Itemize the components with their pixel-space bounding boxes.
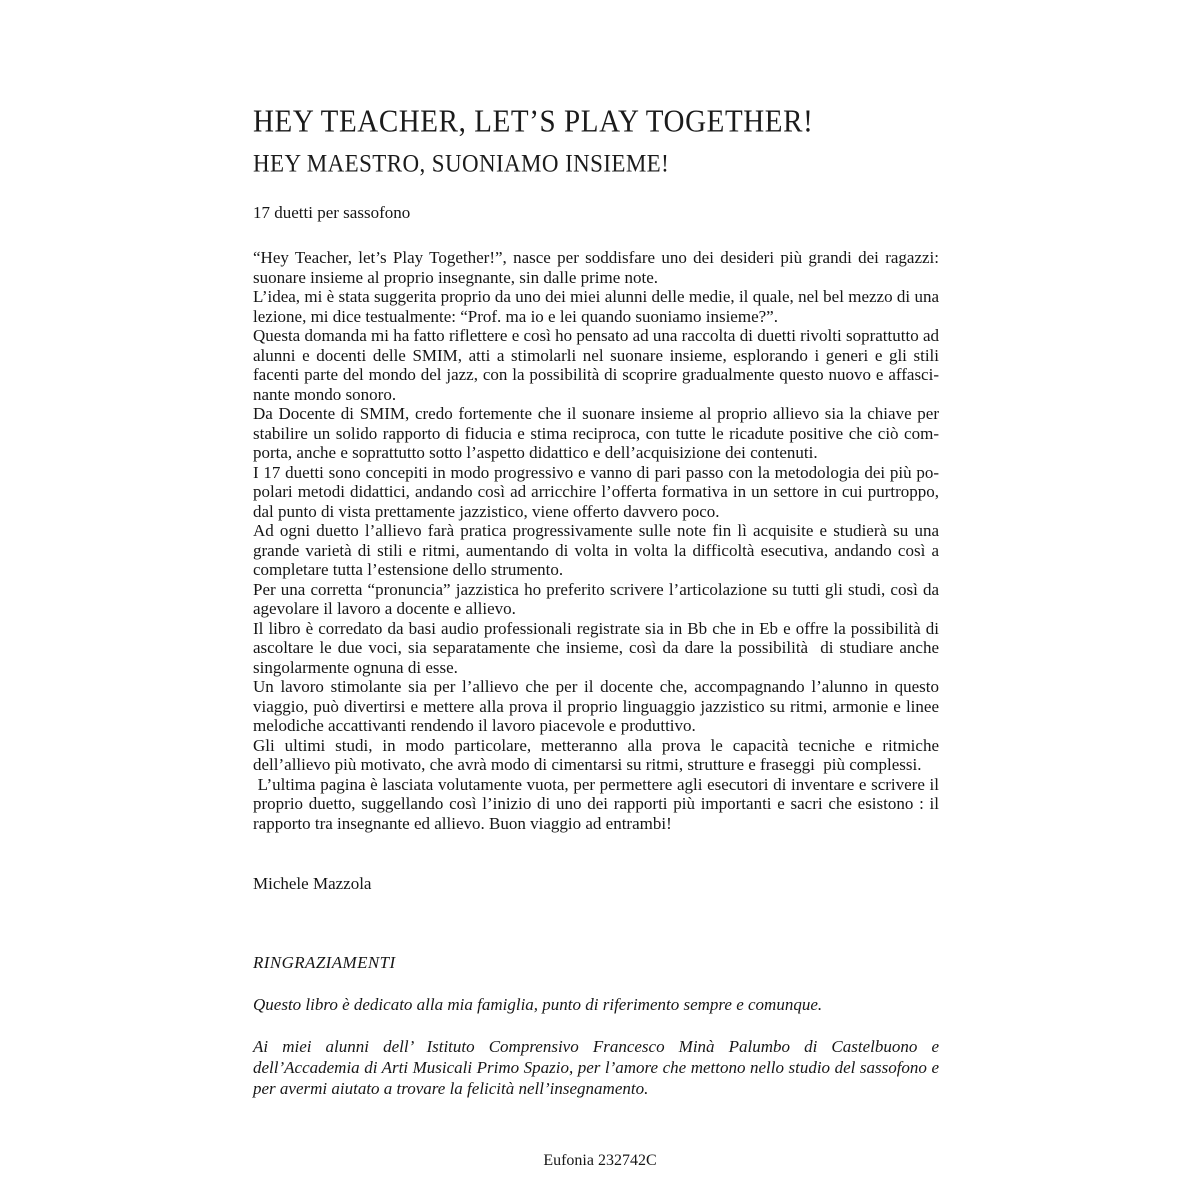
page-subtitle: HEY MAESTRO, SUONIAMO INSIEME! [253,149,670,177]
intro-paragraph: Ad ogni duetto l’allievo farà pratica progressivamente sulle note fin lì acquisite e studierà su una grande varietà di stili e ritmi, aumentando di volta in volta la difficoltà esecutiva, andando così a completare tutta l’estensione dello strumento. [253,521,939,579]
publisher-footer: Eufonia 232742C [543,1152,657,1169]
intro-paragraph: Da Docente di SMIM, credo fortemente che il suonare insieme al proprio allievo sia la chiave per stabilire un solido rapporto di fiducia e stima reciproca, con tutte le ricadute positive che ciò com-porta, anche e soprattutto sotto l’aspetto didattico e dell’acquisizione dei contenuti. [253,404,939,462]
acknowledgement-paragraph: Ai miei alunni dell’ Istituto Comprensivo Francesco Minà Palumbo di Castelbuono e dell’Accademia di Arti Musicali Primo Spazio, per l’amore che mettono nello studio del sassofono e per avermi aiutato a trovare la felicità nell’insegnamento. [253,1037,939,1098]
page-title: HEY TEACHER, LET’S PLAY TOGETHER! [253,104,814,139]
acknowledgements-heading: RINGRAZIAMENTI [253,953,396,972]
acknowledgements-paragraphs [253,994,939,1099]
collection-label: 17 duetti per sassofono [253,203,411,222]
intro-paragraphs [253,248,939,833]
intro-paragraph: L’ultima pagina è lasciata volutamente vuota, per permettere agli esecutori di inventare e scrivere il proprio duetto, suggellando così l’inizio di uno dei rapporti più importanti e sacri che esistono : il rapporto tra insegnante ed allievo. Buon viaggio ad entrambi! [253,774,939,833]
intro-paragraph: Questa domanda mi ha fatto riflettere e così ho pensato ad una raccolta di duetti rivolti soprattutto ad alunni e docenti delle SMIM, atti a stimolarli nel suonare insieme, esplorando i generi e gli stili facenti parte del mondo del jazz, con la possibilità di scoprire gradualmente questo nuovo e affasci-nante mondo sonoro. [253,326,939,404]
intro-paragraph: I 17 duetti sono concepiti in modo progressivo e vanno di pari passo con la metodologia dei più po-polari metodi didattici, andando così ad arricchire l’offerta formativa in un settore in cui purtroppo, dal punto di vista prettamente jazzistico, viene offerto davvero poco. [253,462,939,521]
intro-paragraph: “Hey Teacher, let’s Play Together!”, nasce per soddisfare uno dei desideri più grandi dei ragazzi: suonare insieme al proprio insegnante, sin dalle prime note. [253,248,939,287]
intro-paragraph: L’idea, mi è stata suggerita proprio da uno dei miei alunni delle medie, il quale, nel bel mezzo di una lezione, mi dice testualmente: “Prof. ma io e lei quando suoniamo insieme?”. [253,287,939,326]
intro-paragraph: Per una corretta “pronuncia” jazzistica ho preferito scrivere l’articolazione su tutti gli studi, così da agevolare il lavoro a docente e allievo. [253,579,939,618]
page-content [253,0,939,1099]
intro-paragraph: Un lavoro stimolante sia per l’allievo che per il docente che, accompagnando l’alunno in questo viaggio, può divertirsi e mettere alla prova il proprio linguaggio jazzistico su ritmi, armonie e linee melodiche accattivanti rendendo il lavoro piacevole e produttivo. [253,677,939,735]
intro-paragraph: Il libro è corredato da basi audio professionali registrate sia in Bb che in Eb e offre la possibilità di ascoltare le due voci, sia separatamente che insieme, così da dare la possibilità di studiare anche singolarmente ognuna di esse. [253,618,939,677]
author-name: Michele Mazzola [253,874,372,893]
intro-paragraph: Gli ultimi studi, in modo particolare, metteranno alla prova le capacità tecniche e ritmiche dell’allievo più motivato, che avrà modo di cimentarsi su ritmi, strutture e fraseggi più complessi. [253,735,939,774]
acknowledgement-paragraph: Questo libro è dedicato alla mia famiglia, punto di riferimento sempre e comunque. [253,995,823,1014]
